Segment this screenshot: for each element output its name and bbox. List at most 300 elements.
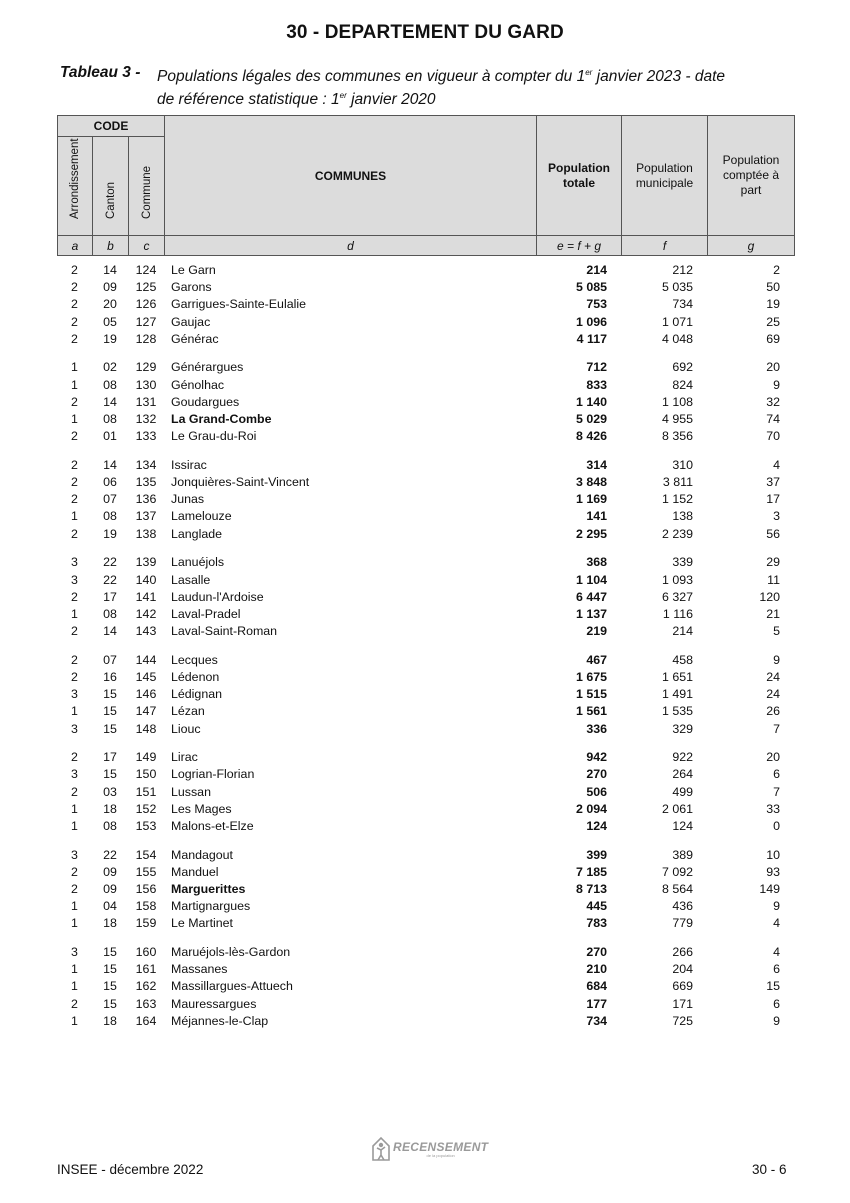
pop-municipale-cell: 824 xyxy=(672,377,693,392)
canton-cell: 07 xyxy=(103,652,117,667)
table-row xyxy=(57,669,794,686)
table-row xyxy=(57,864,794,881)
table-row xyxy=(57,944,794,961)
arrondissement-cell: 3 xyxy=(71,767,78,782)
pop-part-cell: 37 xyxy=(766,475,780,490)
table-row xyxy=(57,801,794,818)
table-row xyxy=(57,703,794,720)
arrondissement-cell: 2 xyxy=(71,280,78,295)
commune-name-cell: Gaujac xyxy=(171,314,211,329)
pop-part-cell: 25 xyxy=(766,314,780,329)
pop-municipale-header xyxy=(622,116,708,236)
pop-totale-cell: 467 xyxy=(586,652,607,667)
table-row xyxy=(57,652,794,669)
arrondissement-cell: 2 xyxy=(71,882,78,896)
row-group xyxy=(57,749,794,835)
canton-cell: 14 xyxy=(103,624,117,639)
pop-municipale-cell: 2 061 xyxy=(661,801,693,816)
pop-municipale-cell: 922 xyxy=(672,750,693,765)
table-row xyxy=(57,262,794,279)
arrondissement-cell: 2 xyxy=(71,429,78,444)
commune-name-cell: La Grand-Combe xyxy=(171,412,272,426)
pop-totale-cell: 214 xyxy=(586,263,607,277)
pop-part-cell: 93 xyxy=(766,864,780,879)
arrondissement-cell: 1 xyxy=(71,801,78,816)
pop-municipale-cell: 725 xyxy=(672,1013,693,1028)
pop-municipale-cell: 171 xyxy=(672,996,693,1011)
table-row xyxy=(57,526,794,543)
pop-part-cell: 6 xyxy=(773,767,780,782)
canton-cell: 05 xyxy=(103,314,117,329)
letter-a: a xyxy=(58,236,93,256)
commune-code-header xyxy=(129,137,165,236)
canton-cell: 14 xyxy=(103,394,117,409)
pop-part-cell: 11 xyxy=(767,572,780,587)
pop-part-cell: 5 xyxy=(773,624,780,639)
canton-cell: 02 xyxy=(103,360,117,375)
pop-part-cell: 70 xyxy=(766,429,780,444)
pop-part-cell: 3 xyxy=(773,509,780,524)
commune-code-cell: 145 xyxy=(135,669,157,684)
table-row xyxy=(57,589,794,606)
canton-label: Canton xyxy=(104,181,117,219)
caption-line2-b: janvier 2020 xyxy=(346,91,436,108)
table-row xyxy=(57,623,794,640)
pop-totale-cell: 684 xyxy=(586,979,607,994)
commune-name-cell: Laval-Pradel xyxy=(171,606,241,621)
canton-cell: 18 xyxy=(103,916,117,931)
pop-municipale-cell: 8 564 xyxy=(661,882,693,896)
commune-code-cell: 152 xyxy=(135,801,157,816)
pop-municipale-cell: 264 xyxy=(672,767,693,782)
commune-name-cell: Jonquières-Saint-Vincent xyxy=(171,475,310,490)
table-row xyxy=(57,296,794,313)
pop-municipale-cell: 734 xyxy=(672,297,693,312)
pop-totale-cell: 8 713 xyxy=(575,882,607,896)
arrondissement-cell: 2 xyxy=(71,297,78,312)
pop-totale-cell: 1 096 xyxy=(575,314,607,329)
column-letters-row xyxy=(58,236,795,256)
arrondissement-cell: 3 xyxy=(71,555,78,570)
arrondissement-cell: 2 xyxy=(71,669,78,684)
commune-name-cell: Logrian-Florian xyxy=(171,767,255,782)
arrondissement-cell: 1 xyxy=(71,412,78,426)
pop-totale-line2: totale xyxy=(562,175,595,190)
commune-code-cell: 131 xyxy=(135,394,157,409)
table-row xyxy=(57,359,794,376)
caption-sup-2: er xyxy=(339,91,347,100)
commune-name-cell: Garrigues-Sainte-Eulalie xyxy=(171,297,306,312)
communes-header: COMMUNES xyxy=(165,116,537,236)
commune-code-cell: 137 xyxy=(135,509,157,524)
canton-cell: 17 xyxy=(103,589,117,604)
commune-code-label: Commune xyxy=(140,165,153,219)
commune-name-cell: Lédenon xyxy=(171,669,220,684)
canton-cell: 08 xyxy=(103,412,117,426)
table-row xyxy=(57,474,794,491)
canton-cell: 14 xyxy=(103,457,117,472)
commune-code-cell: 129 xyxy=(135,360,157,375)
commune-name-cell: Junas xyxy=(171,492,205,507)
table-row xyxy=(57,508,794,525)
commune-code-cell: 147 xyxy=(135,704,157,719)
arrondissement-cell: 3 xyxy=(71,572,78,587)
commune-name-cell: Génolhac xyxy=(171,377,225,392)
commune-code-cell: 149 xyxy=(135,750,157,765)
arrondissement-cell: 3 xyxy=(71,687,78,702)
pop-municipale-cell: 7 092 xyxy=(661,864,693,879)
pop-municipale-cell: 2 239 xyxy=(661,526,693,541)
page-number: 30 - 6 xyxy=(752,1162,787,1177)
pop-totale-cell: 1 675 xyxy=(575,669,607,684)
commune-code-cell: 155 xyxy=(135,864,157,879)
pop-totale-cell: 734 xyxy=(586,1013,607,1028)
commune-code-cell: 159 xyxy=(135,916,157,931)
pop-municipale-cell: 1 071 xyxy=(661,314,693,329)
arrondissement-cell: 2 xyxy=(71,314,78,329)
pop-part-cell: 9 xyxy=(773,899,780,914)
canton-cell: 15 xyxy=(103,962,117,977)
row-group xyxy=(57,554,794,640)
pop-part-cell: 69 xyxy=(766,331,780,346)
commune-name-cell: Martignargues xyxy=(171,899,251,914)
pop-totale-line1: Population xyxy=(548,160,610,175)
commune-name-cell: Laval-Saint-Roman xyxy=(171,624,278,639)
pop-totale-cell: 445 xyxy=(586,899,607,914)
arrondissement-cell: 1 xyxy=(71,916,78,931)
canton-cell: 07 xyxy=(103,492,117,507)
commune-code-cell: 141 xyxy=(135,589,157,604)
commune-name-cell: Lézan xyxy=(171,704,205,719)
pop-municipale-line2: municipale xyxy=(635,175,694,190)
commune-code-cell: 156 xyxy=(135,882,157,896)
canton-cell: 18 xyxy=(103,1013,117,1028)
commune-name-cell: Laudun-l'Ardoise xyxy=(171,589,264,604)
letter-d: d xyxy=(165,236,537,256)
commune-code-cell: 138 xyxy=(135,526,157,541)
pop-part-cell: 6 xyxy=(773,962,780,977)
canton-cell: 18 xyxy=(103,801,117,816)
row-group xyxy=(57,652,794,738)
pop-part-cell: 21 xyxy=(766,606,780,621)
commune-code-cell: 124 xyxy=(135,263,157,277)
canton-cell: 09 xyxy=(103,864,117,879)
pop-municipale-cell: 1 491 xyxy=(661,687,693,702)
pop-part-cell: 7 xyxy=(773,721,780,736)
table-row xyxy=(57,686,794,703)
row-group xyxy=(57,457,794,543)
commune-code-cell: 136 xyxy=(135,492,157,507)
letter-g: g xyxy=(708,236,795,256)
canton-cell: 19 xyxy=(103,526,117,541)
commune-name-cell: Issirac xyxy=(171,457,207,472)
commune-name-cell: Le Garn xyxy=(171,263,216,277)
arrondissement-header xyxy=(58,137,93,236)
arrondissement-cell: 2 xyxy=(71,652,78,667)
pop-part-cell: 20 xyxy=(766,750,780,765)
canton-cell: 15 xyxy=(103,687,117,702)
pop-totale-cell: 177 xyxy=(586,996,607,1011)
table-caption xyxy=(60,63,800,109)
pop-municipale-cell: 339 xyxy=(672,555,693,570)
commune-code-cell: 164 xyxy=(135,1013,157,1028)
commune-code-cell: 160 xyxy=(135,945,157,960)
pop-totale-cell: 942 xyxy=(586,750,607,765)
canton-cell: 08 xyxy=(103,377,117,392)
commune-name-cell: Le Grau-du-Roi xyxy=(171,429,257,444)
pop-part-cell: 120 xyxy=(759,589,780,604)
arrondissement-cell: 1 xyxy=(71,606,78,621)
pop-part-cell: 17 xyxy=(766,492,780,507)
table-row xyxy=(57,314,794,331)
pop-totale-cell: 1 515 xyxy=(575,687,607,702)
arrondissement-cell: 1 xyxy=(71,962,78,977)
pop-totale-cell: 124 xyxy=(586,818,607,833)
canton-cell: 04 xyxy=(103,899,117,914)
pop-municipale-cell: 204 xyxy=(672,962,693,977)
arrondissement-cell: 1 xyxy=(71,509,78,524)
canton-cell: 22 xyxy=(103,847,117,862)
house-person-icon xyxy=(372,1136,390,1162)
commune-code-cell: 142 xyxy=(135,606,157,621)
arrondissement-cell: 2 xyxy=(71,624,78,639)
pop-part-cell: 15 xyxy=(766,979,780,994)
caption-text xyxy=(60,63,800,109)
canton-cell: 08 xyxy=(103,509,117,524)
table-row xyxy=(57,331,794,348)
pop-municipale-cell: 1 116 xyxy=(662,606,693,621)
commune-code-cell: 125 xyxy=(135,280,157,295)
pop-part-cell: 32 xyxy=(766,394,780,409)
pop-part-cell: 9 xyxy=(773,1013,780,1028)
arrondissement-cell: 3 xyxy=(71,721,78,736)
letter-c: c xyxy=(129,236,165,256)
pop-part-cell: 24 xyxy=(766,669,780,684)
commune-name-cell: Générac xyxy=(171,331,219,346)
canton-cell: 17 xyxy=(103,750,117,765)
commune-name-cell: Massillargues-Attuech xyxy=(171,979,293,994)
letter-b: b xyxy=(93,236,129,256)
table-row xyxy=(57,411,794,428)
pop-part-line3: part xyxy=(740,183,762,197)
pop-municipale-cell: 436 xyxy=(672,899,693,914)
pop-part-cell: 20 xyxy=(766,360,780,375)
canton-cell: 19 xyxy=(103,331,117,346)
arrondissement-cell: 2 xyxy=(71,475,78,490)
pop-municipale-cell: 1 152 xyxy=(661,492,693,507)
arrondissement-cell: 2 xyxy=(71,750,78,765)
pop-totale-cell: 1 104 xyxy=(575,572,607,587)
commune-code-cell: 140 xyxy=(135,572,157,587)
pop-municipale-cell: 4 955 xyxy=(661,412,693,426)
table-row xyxy=(57,457,794,474)
commune-code-cell: 132 xyxy=(135,412,157,426)
row-group xyxy=(57,262,794,348)
pop-municipale-cell: 5 035 xyxy=(661,280,693,295)
arrondissement-cell: 2 xyxy=(71,331,78,346)
commune-code-cell: 133 xyxy=(135,429,157,444)
table-row xyxy=(57,428,794,445)
commune-name-cell: Générargues xyxy=(171,360,244,375)
pop-part-cell: 19 xyxy=(766,297,780,312)
arrondissement-cell: 2 xyxy=(71,526,78,541)
pop-part-cell: 33 xyxy=(766,801,780,816)
commune-code-cell: 130 xyxy=(135,377,157,392)
table-row xyxy=(57,554,794,571)
pop-municipale-cell: 1 651 xyxy=(661,669,693,684)
pop-part-header xyxy=(708,116,795,236)
table-row xyxy=(57,377,794,394)
table-row xyxy=(57,996,794,1013)
arrondissement-cell: 1 xyxy=(71,818,78,833)
commune-code-cell: 158 xyxy=(135,899,157,914)
pop-municipale-cell: 8 356 xyxy=(661,429,693,444)
pop-totale-cell: 783 xyxy=(586,916,607,931)
arrondissement-cell: 1 xyxy=(71,377,78,392)
pop-part-cell: 10 xyxy=(766,847,780,862)
commune-code-cell: 151 xyxy=(135,784,157,799)
pop-totale-cell: 1 140 xyxy=(575,394,607,409)
canton-cell: 08 xyxy=(103,606,117,621)
commune-name-cell: Goudargues xyxy=(171,394,240,409)
pop-part-cell: 26 xyxy=(766,704,780,719)
caption-line1-a: Populations légales des communes en vigueur à compter du 1 xyxy=(157,68,586,85)
table-row xyxy=(57,915,794,932)
pop-municipale-cell: 1 108 xyxy=(661,394,693,409)
pop-totale-cell: 4 117 xyxy=(576,331,607,346)
commune-name-cell: Les Mages xyxy=(171,801,232,816)
commune-name-cell: Massanes xyxy=(171,962,228,977)
pop-totale-cell: 1 561 xyxy=(575,704,607,719)
pop-municipale-cell: 212 xyxy=(672,263,693,277)
commune-code-cell: 150 xyxy=(135,767,157,782)
pop-municipale-cell: 4 048 xyxy=(661,331,693,346)
caption-sup-1: er xyxy=(585,68,593,77)
canton-cell: 08 xyxy=(103,818,117,833)
commune-code-cell: 144 xyxy=(135,652,157,667)
arrondissement-cell: 2 xyxy=(71,457,78,472)
pop-municipale-cell: 6 327 xyxy=(661,589,693,604)
commune-code-cell: 128 xyxy=(135,331,157,346)
canton-cell: 14 xyxy=(103,263,117,277)
commune-name-cell: Méjannes-le-Clap xyxy=(171,1013,269,1028)
table-row xyxy=(57,572,794,589)
pop-part-cell: 74 xyxy=(766,412,780,426)
pop-part-cell: 29 xyxy=(766,555,780,570)
canton-cell: 03 xyxy=(103,784,117,799)
letter-f: f xyxy=(622,236,708,256)
logo-subtext: de la population xyxy=(426,1152,455,1158)
arrondissement-cell: 1 xyxy=(71,979,78,994)
pop-totale-cell: 5 029 xyxy=(575,412,607,426)
pop-totale-cell: 753 xyxy=(586,297,607,312)
table-row xyxy=(57,978,794,995)
commune-name-cell: Lamelouze xyxy=(171,509,232,524)
table-row xyxy=(57,394,794,411)
pop-part-cell: 149 xyxy=(759,882,780,896)
table-row xyxy=(57,961,794,978)
table-row xyxy=(57,898,794,915)
pop-totale-cell: 7 185 xyxy=(575,864,607,879)
pop-totale-cell: 270 xyxy=(586,767,607,782)
pop-totale-cell: 1 169 xyxy=(575,492,607,507)
pop-totale-cell: 506 xyxy=(586,784,607,799)
pop-totale-cell: 210 xyxy=(586,962,607,977)
commune-code-cell: 162 xyxy=(135,979,157,994)
row-group xyxy=(57,359,794,445)
pop-part-line1: Population xyxy=(722,153,780,167)
pop-part-cell: 2 xyxy=(773,263,780,277)
commune-name-cell: Lirac xyxy=(171,750,198,765)
canton-cell: 15 xyxy=(103,721,117,736)
pop-municipale-cell: 214 xyxy=(672,624,693,639)
canton-cell: 15 xyxy=(103,704,117,719)
pop-municipale-cell: 779 xyxy=(672,916,693,931)
row-group xyxy=(57,847,794,933)
canton-cell: 15 xyxy=(103,979,117,994)
commune-name-cell: Lecques xyxy=(171,652,218,667)
pop-totale-cell: 8 426 xyxy=(575,429,607,444)
commune-name-cell: Mauressargues xyxy=(171,996,257,1011)
pop-municipale-cell: 124 xyxy=(672,818,693,833)
commune-name-cell: Lanuéjols xyxy=(171,555,225,570)
canton-cell: 22 xyxy=(103,555,117,570)
caption-line1-b: janvier 2023 - date xyxy=(592,68,726,85)
commune-name-cell: Manduel xyxy=(171,864,219,879)
commune-name-cell: Malons-et-Elze xyxy=(171,818,254,833)
arrondissement-cell: 2 xyxy=(71,864,78,879)
pop-municipale-cell: 329 xyxy=(672,721,693,736)
page-title: 30 - DEPARTEMENT DU GARD xyxy=(286,22,564,43)
pop-part-cell: 4 xyxy=(773,916,780,931)
commune-name-cell: Garons xyxy=(171,280,212,295)
pop-totale-cell: 219 xyxy=(586,624,607,639)
canton-header xyxy=(93,137,129,236)
commune-code-cell: 139 xyxy=(135,555,157,570)
arrondissement-cell: 2 xyxy=(71,394,78,409)
table-row xyxy=(57,749,794,766)
commune-code-cell: 143 xyxy=(135,624,157,639)
commune-name-cell: Lussan xyxy=(171,784,211,799)
commune-name-cell: Maruéjols-lès-Gardon xyxy=(171,945,291,960)
pop-part-cell: 50 xyxy=(766,280,780,295)
commune-name-cell: Lédignan xyxy=(171,687,222,702)
arrondissement-cell: 2 xyxy=(71,996,78,1011)
table-row xyxy=(57,721,794,738)
arrondissement-cell: 2 xyxy=(71,263,78,277)
pop-totale-cell: 368 xyxy=(586,555,607,570)
canton-cell: 20 xyxy=(103,297,117,312)
arrondissement-cell: 2 xyxy=(71,589,78,604)
table-row xyxy=(57,606,794,623)
commune-code-cell: 134 xyxy=(135,457,157,472)
pop-municipale-cell: 3 811 xyxy=(662,475,693,490)
pop-municipale-cell: 138 xyxy=(672,509,693,524)
table-row xyxy=(57,1013,794,1030)
canton-cell: 16 xyxy=(103,669,117,684)
row-group xyxy=(57,944,794,1030)
commune-code-cell: 163 xyxy=(135,996,157,1011)
table-row xyxy=(57,881,794,898)
pop-part-cell: 4 xyxy=(773,945,780,960)
canton-cell: 15 xyxy=(103,996,117,1011)
pop-totale-cell: 336 xyxy=(586,721,607,736)
commune-code-cell: 135 xyxy=(135,475,157,490)
pop-municipale-cell: 499 xyxy=(672,784,693,799)
pop-municipale-line1: Population xyxy=(636,160,693,175)
canton-cell: 15 xyxy=(103,767,117,782)
pop-part-cell: 9 xyxy=(773,377,780,392)
